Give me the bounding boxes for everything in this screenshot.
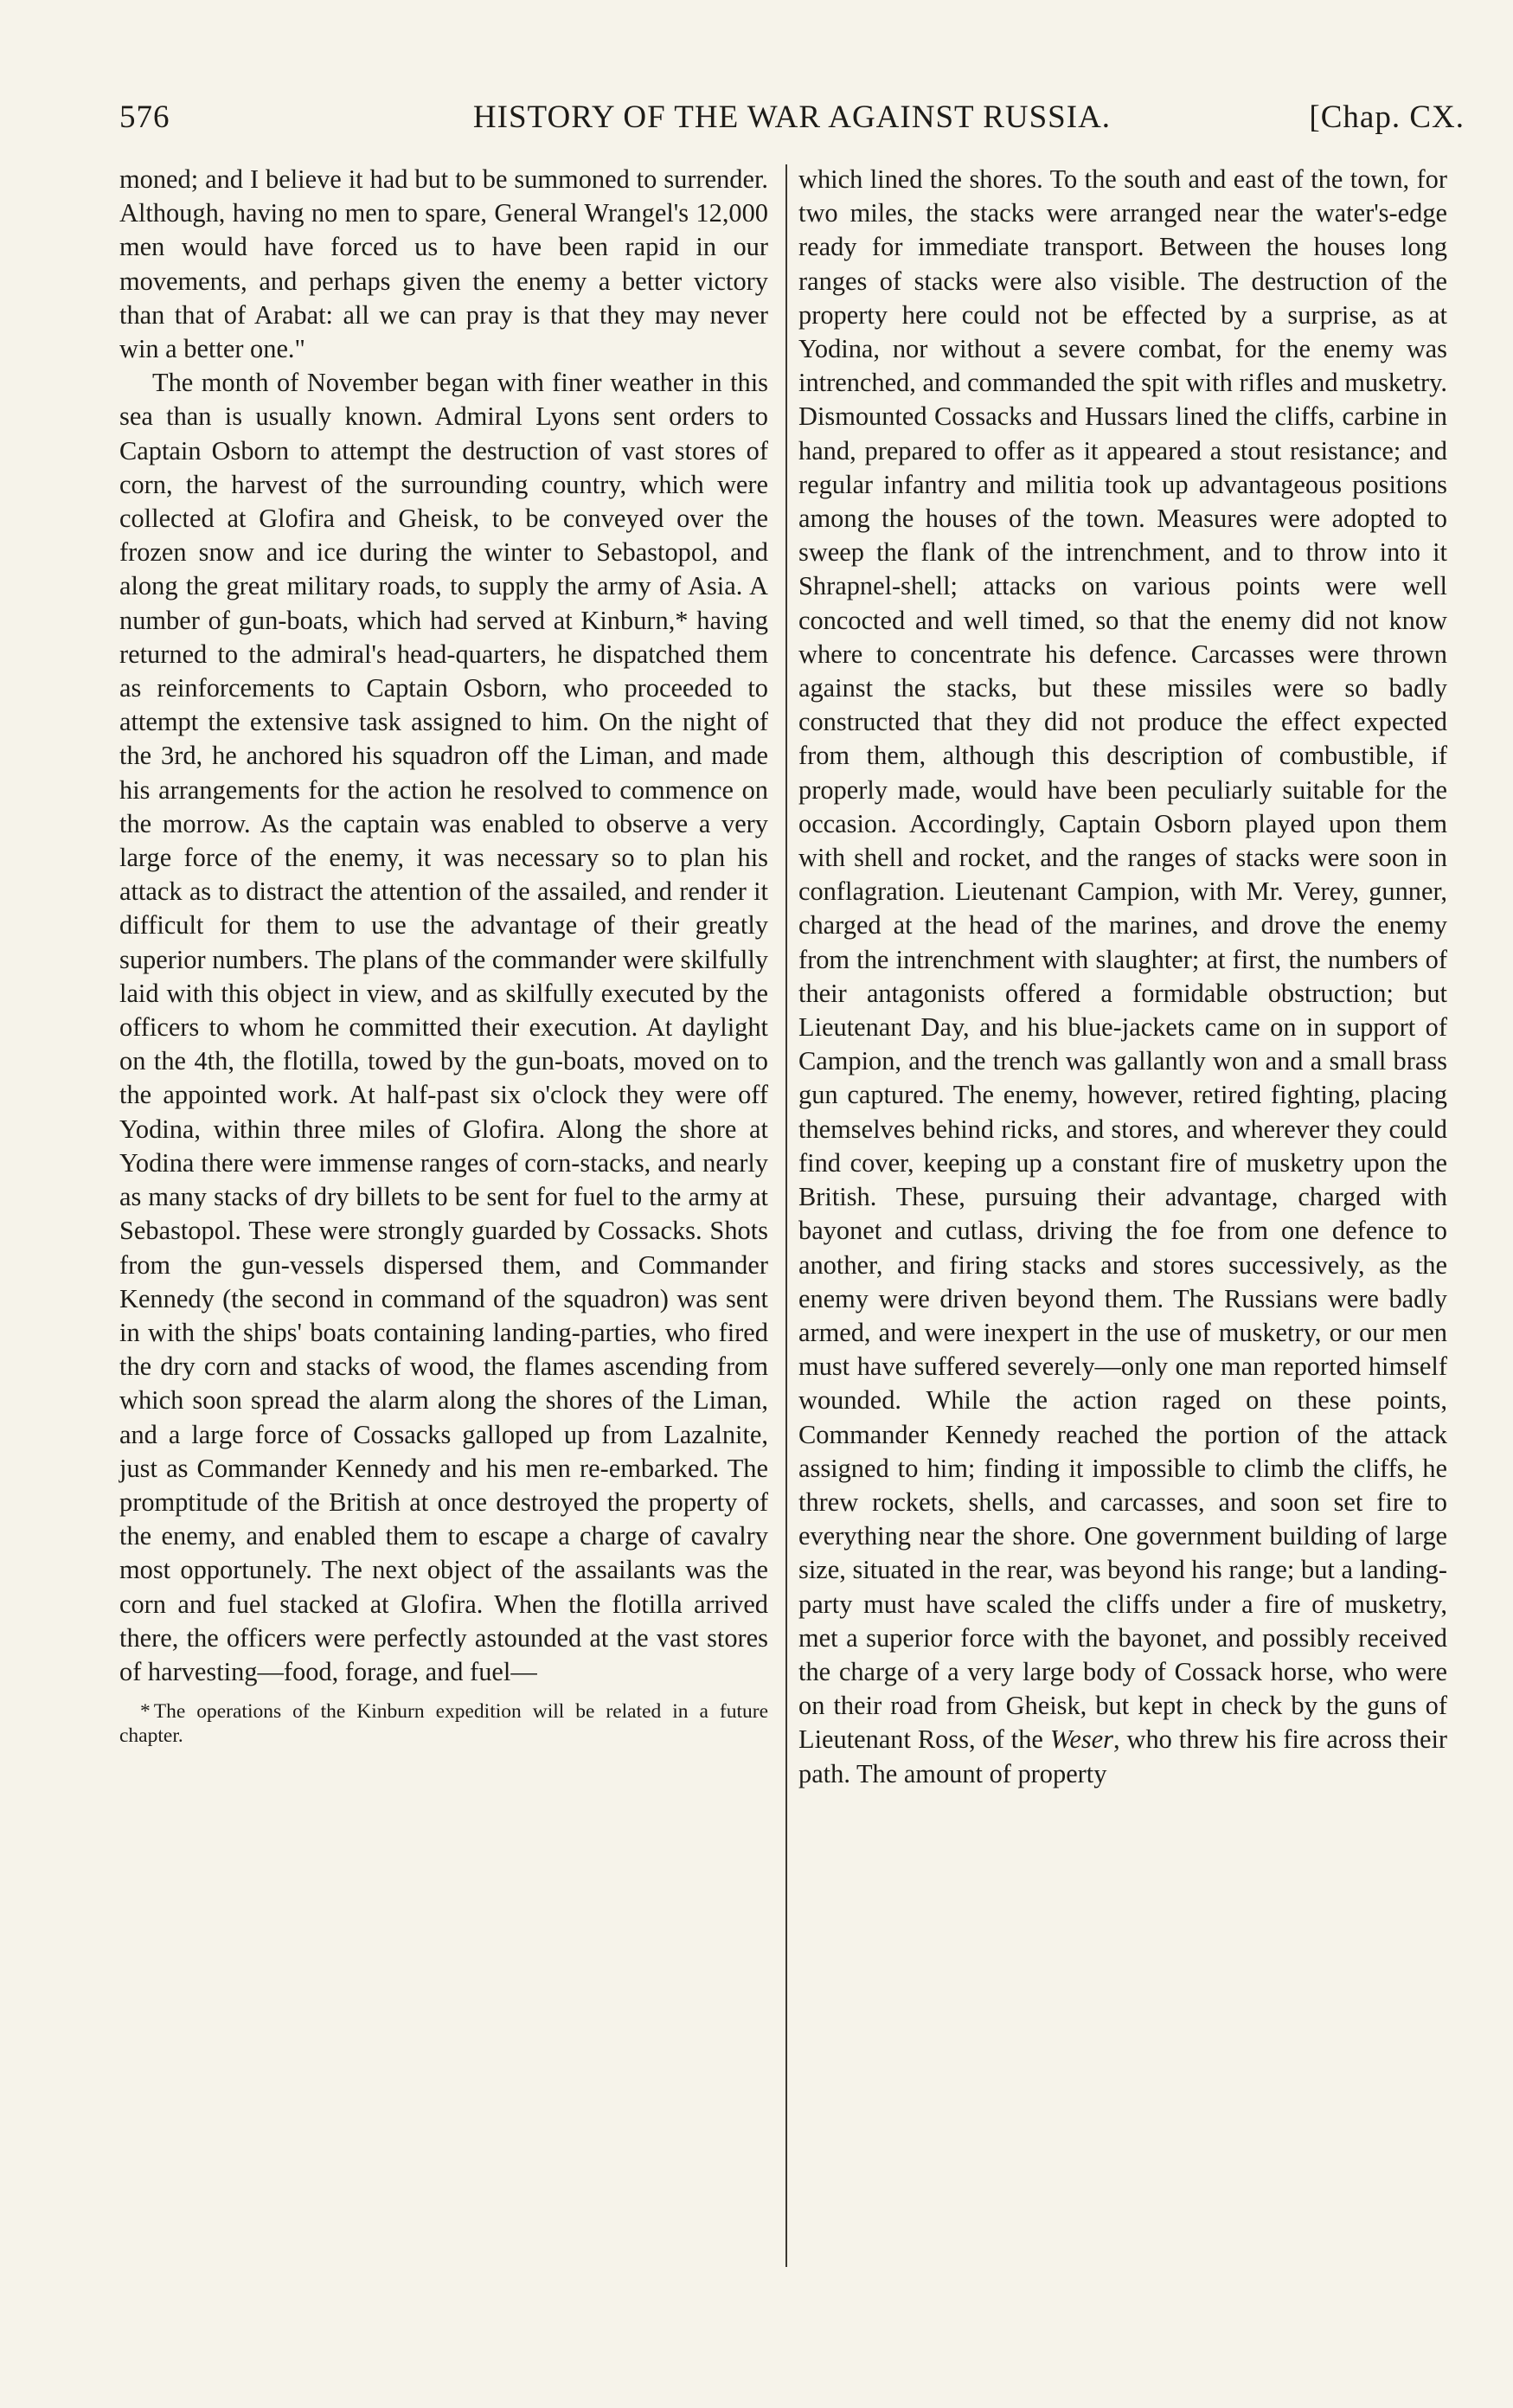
- left-paragraph-2: The month of November began with finer weather in this sea than is usually known. Admiral Lyons sent orders to Captain Osborn to attempt the destruction of vast stores of corn, the harvest of the surrounding country, which were collected at Glofira and Gheisk, to be conveyed over the frozen snow and ice during the winter to Sebastopol, and along the great military roads, to supply the army of Asia. A number of gun-boats, which had served at Kinburn,* having returned to the admiral's head-quarters, he dispatched them as reinforcements to Captain Osborn, who proceeded to attempt the extensive task assigned to him. On the night of the 3rd, he anchored his squadron off the Liman, and made his arrangements for the action he resolved to commence on the morrow. As the captain was enabled to observe a very large force of the enemy, it was necessary so to plan his attack as to distract the attention of the assailed, and render it difficult for them to use the advantage of their greatly superior numbers. The plans of the commander were skilfully laid with this object in view, and as skilfully executed by the officers to whom he committed their execution. At daylight on the 4th, the flotilla, towed by the gun-boats, moved on to the appointed work. At half-past six o'clock they were off Yodina, within three miles of Glofira. Along the shore at Yodina there were immense ranges of corn-stacks, and nearly as many stacks of dry billets to be sent for fuel to the army at Sebastopol. These were strongly guarded by Cossacks. Shots from the gun-vessels dispersed them, and Commander Kennedy (the second in command of the squadron) was sent in with the ships' boats containing landing-parties, who fired the dry corn and stacks of wood, the flames ascending from which soon spread the alarm along the shores of the Liman, and a large force of Cossacks galloped up from Lazalnite, just as Commander Kennedy and his men re-embarked. The promptitude of the British at once destroyed the property of the enemy, and enabled them to escape a charge of cavalry most opportunely. The next object of the assailants was the corn and fuel stacked at Glofira. When the flotilla arrived there, the officers were perfectly astounded at the vast stores of harvesting—food, forage, and fuel—: [119, 368, 768, 1686]
- right-paragraph-1: [798, 163, 1447, 1791]
- footnote: [119, 1699, 768, 1748]
- left-column: [119, 163, 768, 1748]
- column-divider: [785, 164, 787, 2267]
- ship-name: Weser: [1049, 1724, 1114, 1755]
- right-column: [798, 163, 1447, 1791]
- running-title: HISTORY OF THE WAR AGAINST RUSSIA.: [472, 100, 1112, 135]
- chapter-label: [Chap. CX.: [1309, 100, 1465, 135]
- page-number: 576: [119, 100, 170, 135]
- left-paragraph-1: moned; and I believe it had but to be summoned to surrender. Although, having no men to spare, General Wrangel's 12,000 men would have forced us to have been rapid in our movements, and perhaps given the enemy a better victory than that of Arabat: all we can pray is that they may never win a better one.": [119, 164, 768, 364]
- footnote-text: The operations of the Kinburn expedition will be related in a future chapter.: [119, 1700, 768, 1748]
- footnote-mark: *: [140, 1700, 151, 1724]
- right-paragraph-end: , who threw his fire across their path. The amount of property: [798, 1724, 1448, 1788]
- page-header: [119, 93, 1465, 145]
- right-paragraph-text: which lined the shores. To the south and east of the town, for two miles, the stacks were arranged near the water's-edge ready for immediate transport. Between the houses long ranges of stacks were also visible. The destruction of the property here could not be effected by a surprise, as at Yodina, nor without a severe combat, for the enemy was intrenched, and commanded the spit with rifles and musketry. Dismounted Cossacks and Hussars lined the cliffs, carbine in hand, prepared to offer as it appeared a stout resistance; and regular infantry and militia took up advantageous positions among the houses of the town. Measures were adopted to sweep the flank of the intrenchment, and to throw into it Shrapnel-shell; attacks on various points were well concocted and well timed, so that the enemy did not know where to concentrate his defence. Carcasses were thrown against the stacks, but these missiles were so badly constructed that they did not produce the effect expected from them, although this description of combustible, if properly made, would have been peculiarly suitable for the occasion. Accordingly, Captain Osborn played upon them with shell and rocket, and the ranges of stacks were soon in conflagration. Lieutenant Campion, with Mr. Verey, gunner, charged at the head of the marines, and drove the enemy from the intrenchment with slaughter; at first, the numbers of their antagonists offered a formidable obstruction; but Lieutenant Day, and his blue-jackets came on in support of Campion, and the trench was gallantly won and a small brass gun captured. The enemy, however, retired fighting, placing themselves behind ricks, and stores, and wherever they could find cover, keeping up a constant fire of musketry upon the British. These, pursuing their advantage, charged with bayonet and cutlass, driving the foe from one defence to another, and firing stacks and stores successively, as the enemy were driven beyond them. The Russians were badly armed, and were inexpert in the use of musketry, or our men must have suffered severely—only one man reported himself wounded. While the action raged on these points, Commander Kennedy reached the portion of the attack assigned to him; finding it impossible to climb the cliffs, he threw rockets, shells, and carcasses, and soon set fire to everything near the shore. One government building of large size, situated in the rear, was beyond his range; but a landing-party must have scaled the cliffs under a fire of musketry, met a superior force with the bayonet, and possibly received the charge of a very large body of Cossack horse, who were on their road from Gheisk, but kept in check by the guns of Lieutenant Ross, of the: [798, 164, 1447, 1755]
